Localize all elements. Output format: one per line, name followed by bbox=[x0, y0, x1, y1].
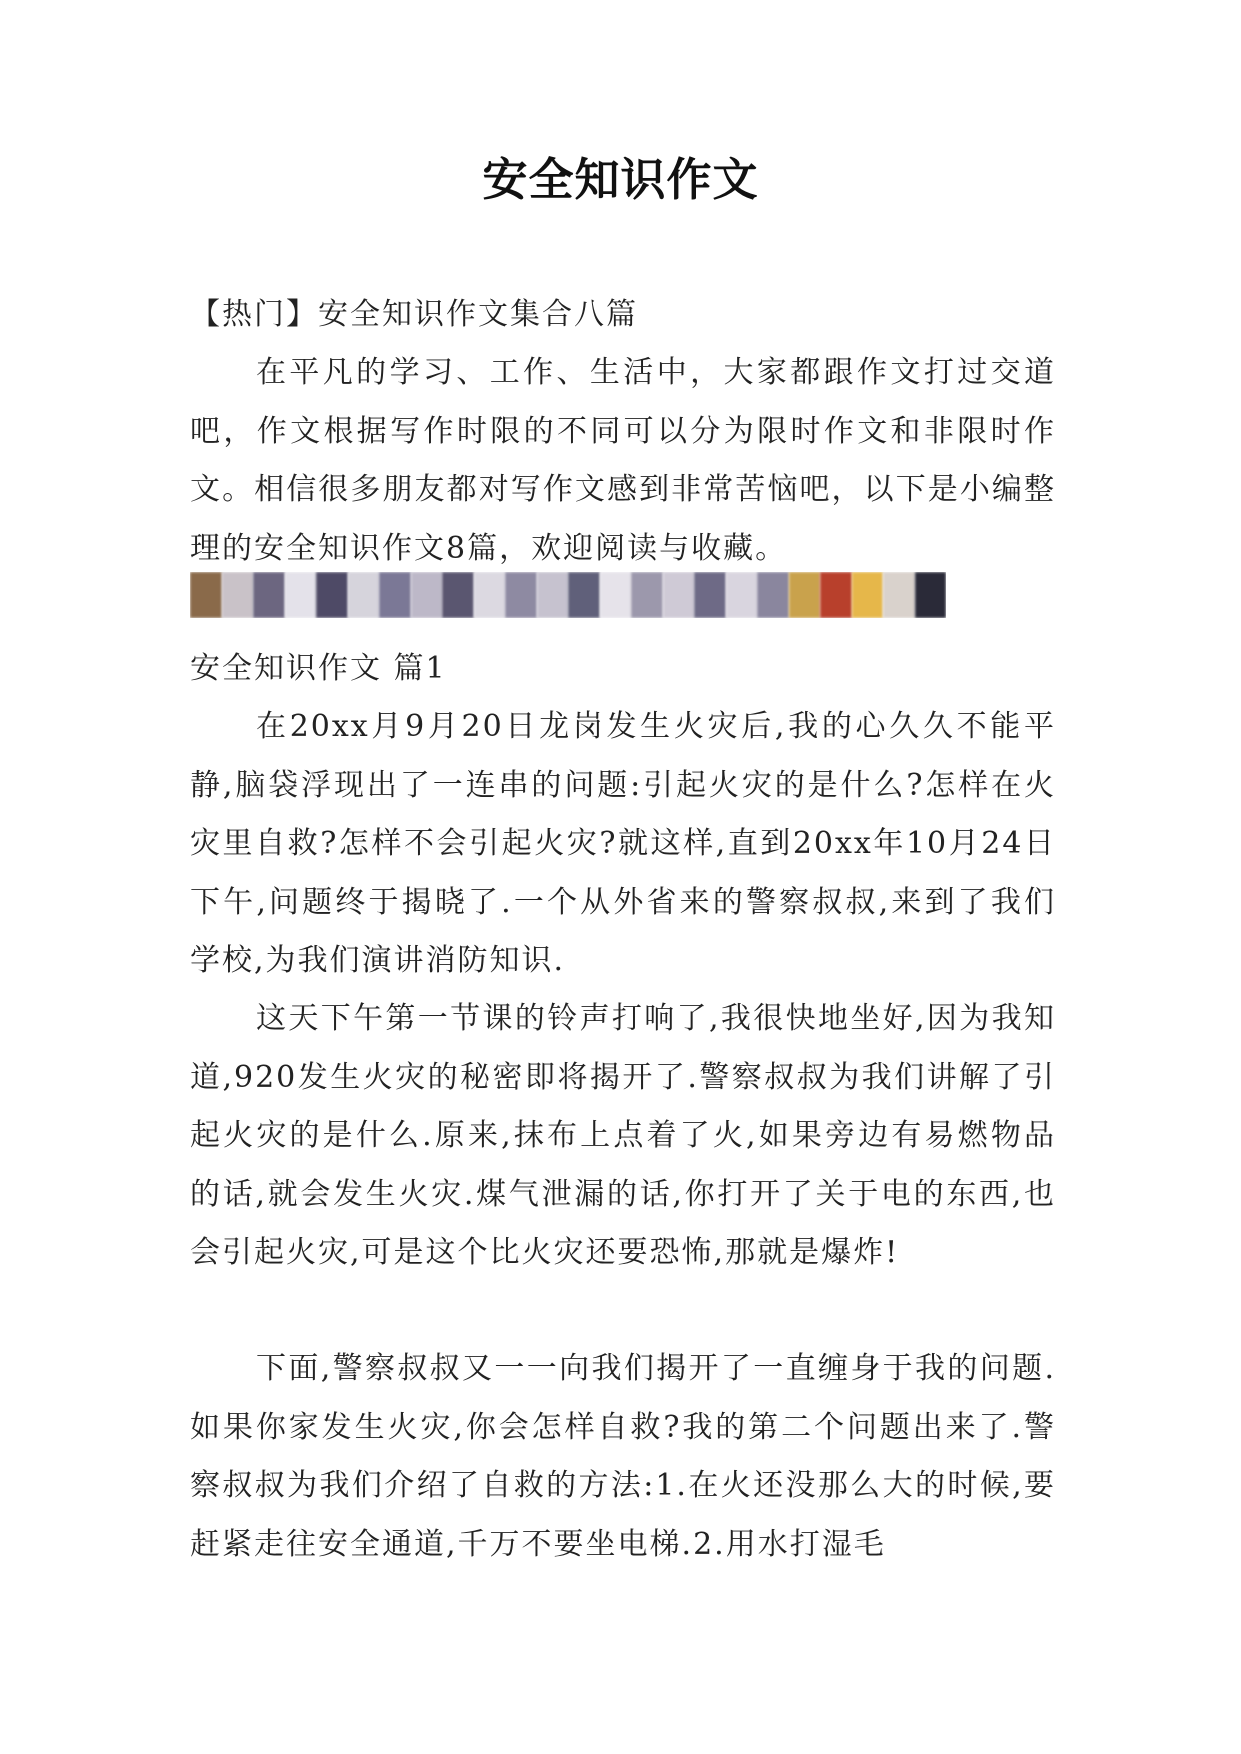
banner-stripe bbox=[789, 572, 821, 618]
banner-stripe bbox=[852, 572, 884, 618]
banner-stripe bbox=[253, 572, 285, 618]
banner-stripe bbox=[757, 572, 789, 618]
document-subtitle: 【热门】安全知识作文集合八篇 bbox=[190, 297, 638, 332]
banner-stripe bbox=[820, 572, 852, 618]
banner-stripe bbox=[190, 572, 222, 618]
body-paragraph-2: 这天下午第一节课的铃声打响了,我很快地坐好,因为我知道,920发生火灾的秘密即将揭开了.警察叔叔为我们讲解了引起火灾的是什么.原来,抹布上点着了火,如果旁边有易燃物品的话,就会发生火灾.煤气泄漏的话,你打开了关于电的东西,也会引起火灾,可是这个比火灾还要恐怖,那就是爆炸! bbox=[190, 1001, 1056, 1270]
banner-stripe bbox=[379, 572, 411, 618]
banner-stripe bbox=[474, 572, 506, 618]
banner-stripe bbox=[726, 572, 758, 618]
banner-stripe bbox=[663, 572, 695, 618]
body-paragraph-1: 在20xx月9月20日龙岗发生火灾后,我的心久久不能平静,脑袋浮现出了一连串的问题:引起火灾的是什么?怎样在火灾里自救?怎样不会引起火灾?就这样,直到20xx年10月24日下午,问题终于揭晓了.一个从外省来的警察叔叔,来到了我们学校,为我们演讲消防知识. bbox=[190, 709, 1056, 978]
banner-stripe bbox=[348, 572, 380, 618]
banner-stripe bbox=[537, 572, 569, 618]
intro-paragraph: 在平凡的学习、工作、生活中，大家都跟作文打过交道吧，作文根据写作时限的不同可以分为限时作文和非限时作文。相信很多朋友都对写作文感到非常苦恼吧，以下是小编整理的安全知识作文8篇，欢迎阅读与收藏。 bbox=[190, 355, 1056, 566]
banner-stripe bbox=[316, 572, 348, 618]
banner-stripe bbox=[505, 572, 537, 618]
banner-stripe bbox=[442, 572, 474, 618]
banner-stripe bbox=[694, 572, 726, 618]
banner-stripe bbox=[285, 572, 317, 618]
banner-stripe bbox=[222, 572, 254, 618]
banner-stripe bbox=[411, 572, 443, 618]
banner-stripe bbox=[883, 572, 915, 618]
banner-stripe bbox=[915, 572, 947, 618]
banner-stripe bbox=[568, 572, 600, 618]
banner-stripe bbox=[631, 572, 663, 618]
body-paragraph-3: 下面,警察叔叔又一一向我们揭开了一直缠身于我的问题.如果你家发生火灾,你会怎样自救?我的第二个问题出来了.警察叔叔为我们介绍了自救的方法:1.在火还没那么大的时候,要赶紧走往安全通道,千万不要坐电梯.2.用水打湿毛 bbox=[190, 1351, 1056, 1562]
blurred-banner-image bbox=[190, 572, 946, 618]
page-title: 安全知识作文 bbox=[482, 153, 759, 206]
section-heading: 安全知识作文 篇1 bbox=[190, 651, 447, 686]
banner-stripe bbox=[600, 572, 632, 618]
